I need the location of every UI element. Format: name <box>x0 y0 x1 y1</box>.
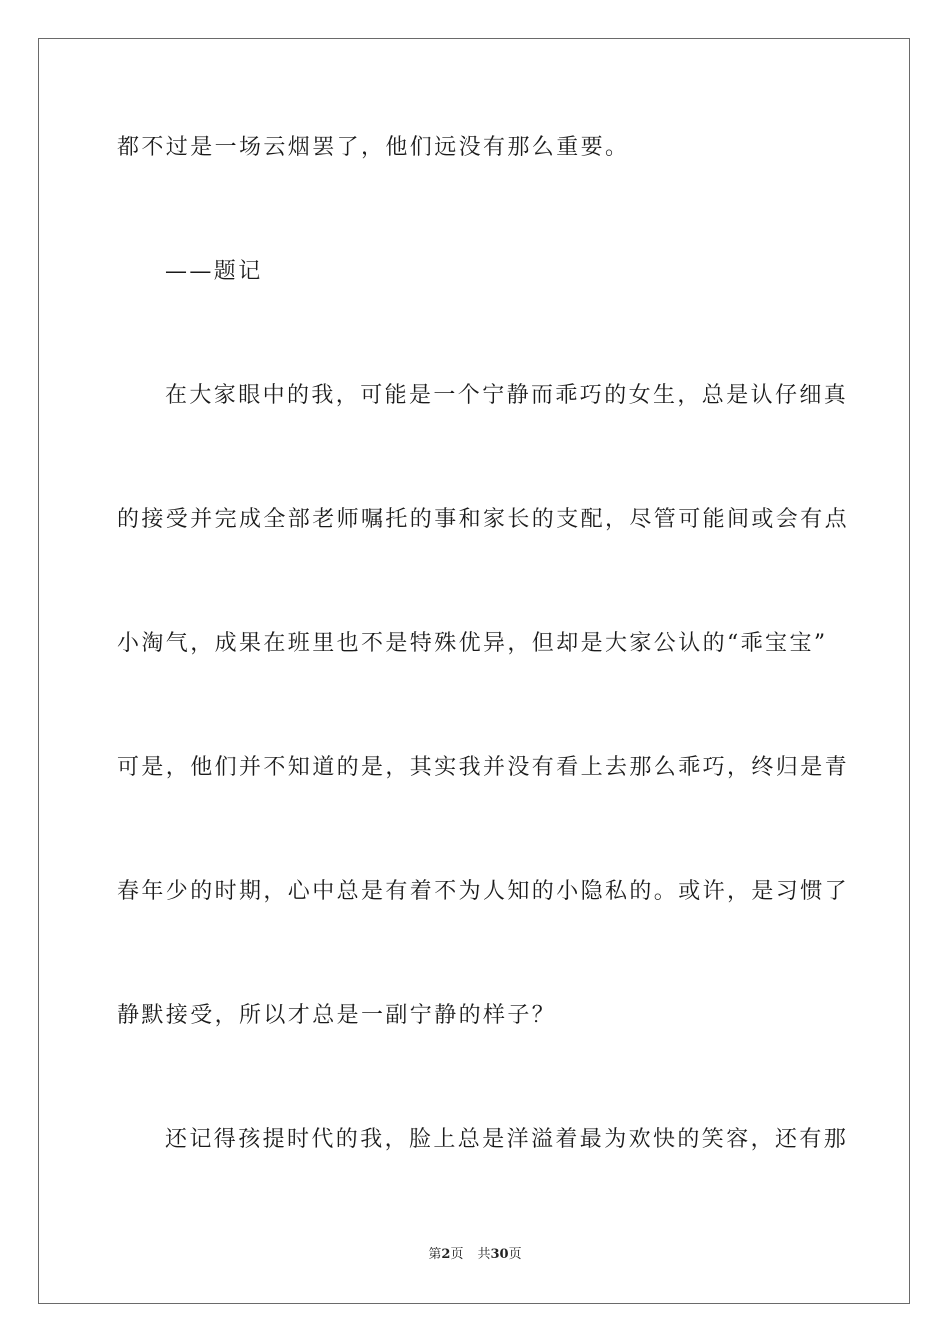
page-suffix: 页 <box>450 1247 464 1262</box>
total-prefix: 共 <box>477 1247 491 1262</box>
total-pages: 30 <box>490 1247 509 1262</box>
epigraph-attribution: ——题记 <box>165 259 263 284</box>
text-line-1: 都不过是一场云烟罢了，他们远没有那么重要。 <box>117 135 630 160</box>
text-line-7: 春年少的时期，心中总是有着不为人知的小隐私的。或许，是习惯了 <box>117 879 850 904</box>
text-line-6: 可是，他们并不知道的是，其实我并没有看上去那么乖巧，终归是青 <box>117 755 850 780</box>
page-prefix: 第 <box>428 1247 442 1262</box>
page-number: 2 <box>441 1247 451 1262</box>
text-line-5: 小淘气，成果在班里也不是特殊优异，但却是大家公认的“乖宝宝” <box>117 631 828 656</box>
page-footer <box>0 1246 950 1264</box>
page-border <box>38 38 910 1304</box>
text-line-8: 静默接受，所以才总是一副宁静的样子？ <box>117 1003 557 1028</box>
text-line-4: 的接受并完成全部老师嘱托的事和家长的支配，尽管可能间或会有点 <box>117 507 850 532</box>
text-line-3: 在大家眼中的我，可能是一个宁静而乖巧的女生，总是认仔细真 <box>165 383 849 408</box>
total-suffix: 页 <box>508 1247 522 1262</box>
text-line-9: 还记得孩提时代的我，脸上总是洋溢着最为欢快的笑容，还有那 <box>165 1127 849 1152</box>
